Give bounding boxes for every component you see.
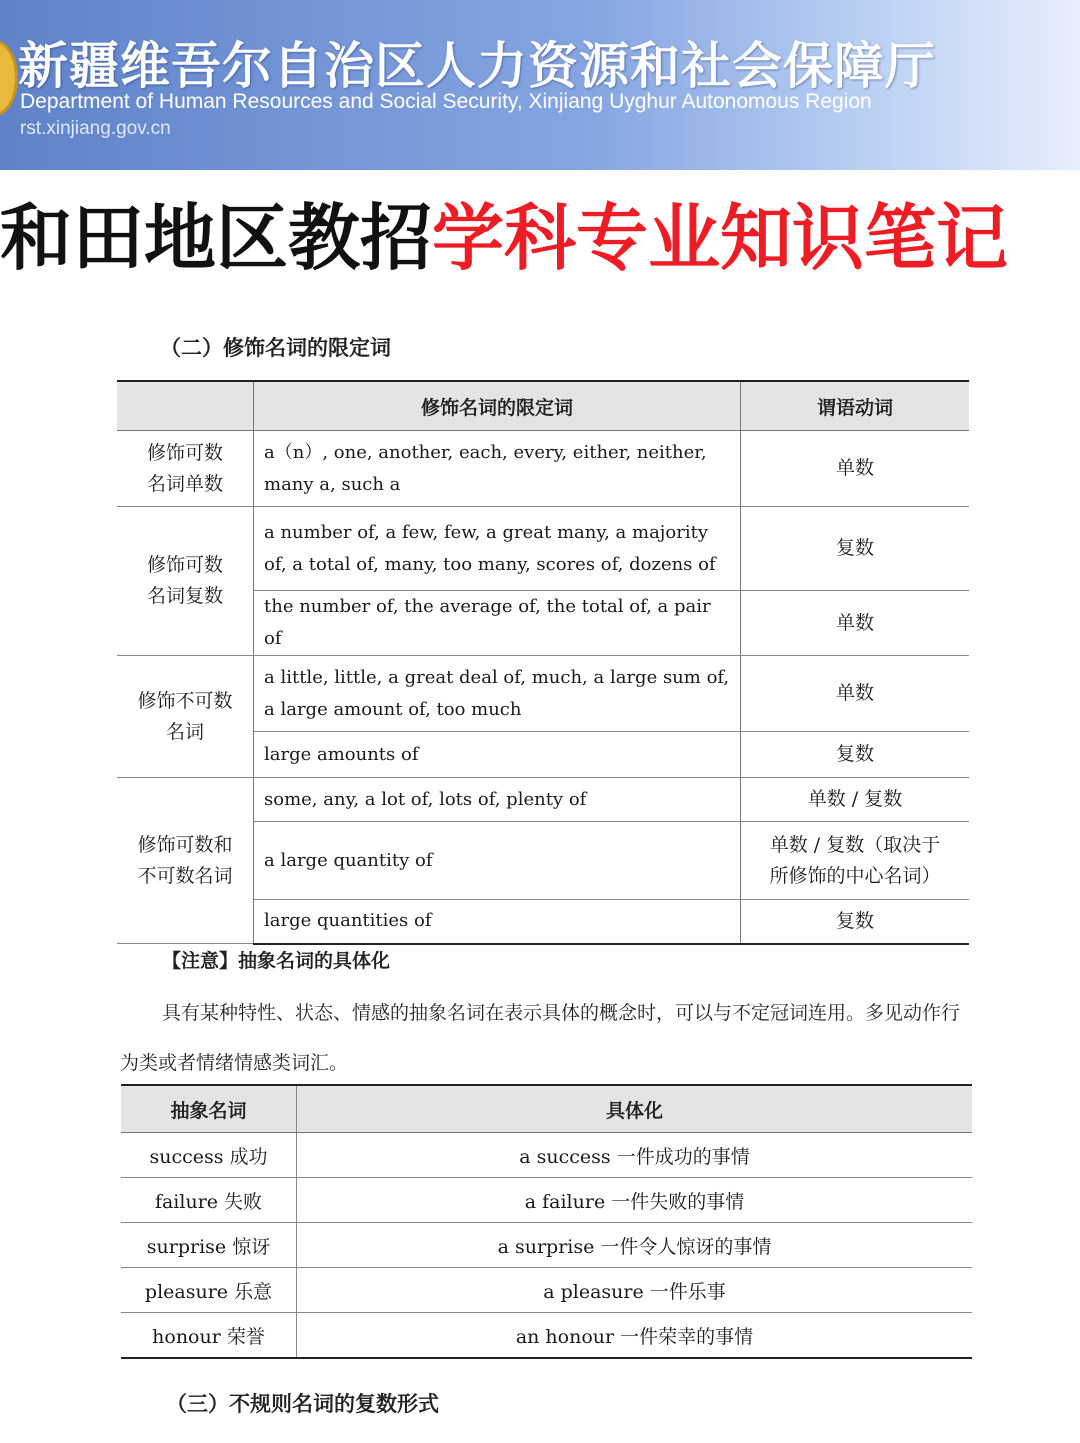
header-concrete: 具体化 [297,1085,973,1133]
verb-cell: 单数 [741,656,970,732]
banner-title-en: Department of Human Resources and Social Security, Xinjiang Uyghur Autonomous Region [20,90,872,113]
modifier-cell: a number of, a few, few, a great many, a majority of, a total of, many, too many, scores of, dozens of [254,507,741,591]
table-row [117,778,969,822]
noun-cell: failure 失败 [121,1178,297,1223]
modifier-cell: large amounts of [254,732,741,778]
verb-cell: 复数 [741,732,970,778]
verb-cell: 单数 / 复数（取决于 所修饰的中心名词） [741,822,970,900]
noun-cell: success 成功 [121,1133,297,1178]
table-row [117,656,969,732]
table-header-row [117,381,969,431]
category-cell: 修饰不可数 名词 [117,656,254,778]
verb-cell: 单数 [741,431,970,507]
concrete-cell: an honour 一件荣幸的事情 [297,1313,973,1359]
emblem-icon [0,40,18,116]
table-header-row [121,1085,972,1133]
banner-title-cn: 新疆维吾尔自治区人力资源和社会保障厅 [18,37,936,95]
noun-cell: honour 荣誉 [121,1313,297,1359]
page-title [0,188,1080,288]
banner-url: rst.xinjiang.gov.cn [20,118,171,139]
modifier-cell: a little, little, a great deal of, much, a large sum of, a large amount of, too much [254,656,741,732]
note-title: 【注意】抽象名词的具体化 [162,950,391,972]
table-row [121,1223,972,1268]
modifier-cell: large quantities of [254,900,741,944]
abstract-noun-table [121,1084,972,1359]
concrete-cell: a surprise 一件令人惊讶的事情 [297,1223,973,1268]
section-heading-2: （二）修饰名词的限定词 [160,336,391,360]
modifier-cell: some, any, a lot of, lots of, plenty of [254,778,741,822]
modifier-cell: a（n）, one, another, each, every, either, neither, many a, such a [254,431,741,507]
concrete-cell: a failure 一件失败的事情 [297,1178,973,1223]
noun-cell: surprise 惊讶 [121,1223,297,1268]
concrete-cell: a pleasure 一件乐事 [297,1268,973,1313]
table-row [121,1313,972,1359]
section-heading-3: （三）不规则名词的复数形式 [166,1392,439,1416]
header-banner [0,0,1080,170]
verb-cell: 复数 [741,507,970,591]
modifier-cell: the number of, the average of, the total of, a pair of [254,591,741,656]
table-row [121,1268,972,1313]
determiner-table [117,380,969,945]
note-body: 具有某种特性、状态、情感的抽象名词在表示具体的概念时，可以与不定冠词连用。多见动作行为类或者情绪情感类词汇。 [120,1002,961,1074]
header-blank [117,381,254,431]
table-row [121,1133,972,1178]
category-cell: 修饰可数 名词复数 [117,507,254,656]
modifier-cell: a large quantity of [254,822,741,900]
verb-cell: 单数 [741,591,970,656]
table-row [121,1178,972,1223]
header-determiner: 修饰名词的限定词 [254,381,741,431]
noun-cell: pleasure 乐意 [121,1268,297,1313]
header-abstract-noun: 抽象名词 [121,1085,297,1133]
header-verb: 谓语动词 [741,381,970,431]
table-row [117,507,969,591]
category-cell: 修饰可数 名词单数 [117,431,254,507]
concrete-cell: a success 一件成功的事情 [297,1133,973,1178]
table-row [117,431,969,507]
title-part-red: 学科专业知识笔记 [432,196,1009,280]
category-cell: 修饰可数和 不可数名词 [117,778,254,944]
verb-cell: 复数 [741,900,970,944]
verb-cell: 单数 / 复数 [741,778,970,822]
title-part-black: 和田地区教招 [0,196,433,280]
